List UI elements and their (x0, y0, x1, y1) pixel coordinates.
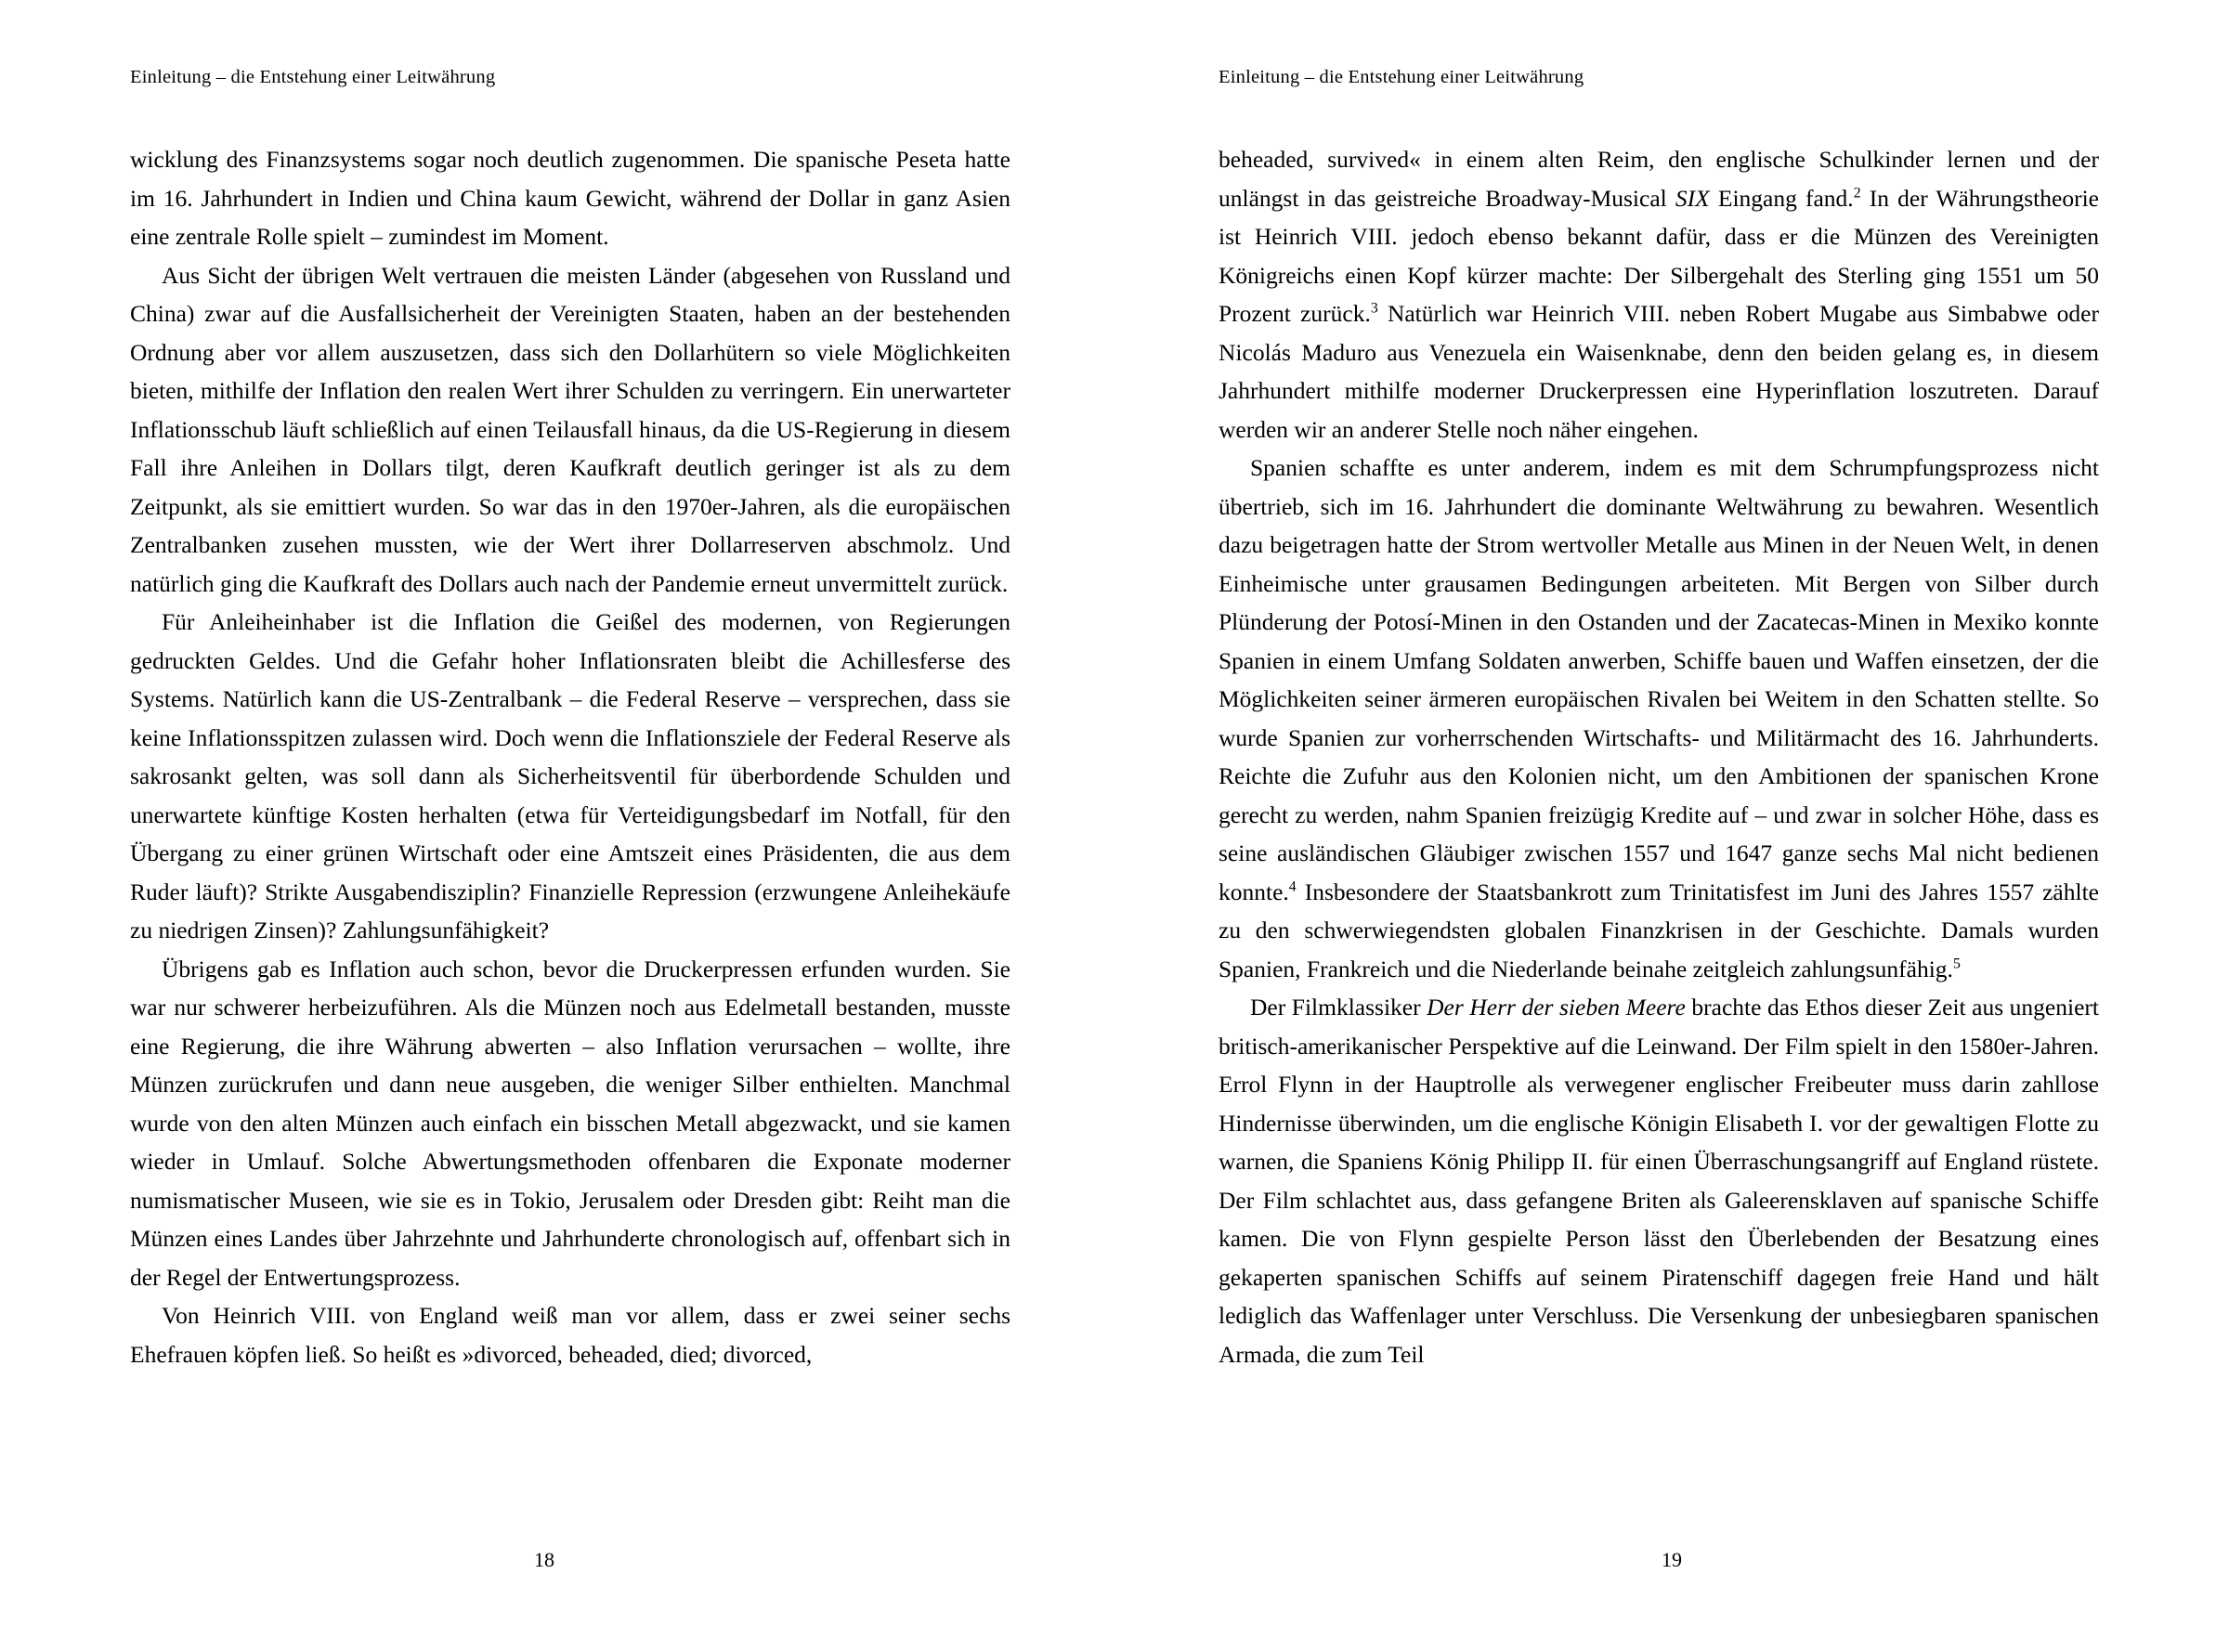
paragraph: beheaded, survived« in einem alten Reim, den englische Schulkinder lernen und der unlängst in das geistreiche Broadway-Musical SIX Eingang fand.$^2$ In der Währungstheorie ist Heinrich VIII. jedoch ebenso bekannt dafür, dass er die Münzen des Vereinigten Königreichs einen Kopf kürzer machte: Der Silbergehalt des Sterling ging 1551 um 50 Prozent zurück.$^3$ Natürlich war Heinrich VIII. neben Robert Mugabe aus Simbabwe oder Nicolás Maduro aus Venezuela ein Waisenknabe, denn den beiden gelang es, in diesem Jahrhundert mithilfe moderner Druckerpressen eine Hyperinflation loszutreten. Darauf werden wir an anderer Stelle noch näher eingehen. (1219, 146, 2099, 443)
page-number-left: 18 (534, 1548, 554, 1571)
running-head-left: Einleitung – die Entstehung einer Leitwährung (130, 67, 496, 87)
paragraph: Der Filmklassiker Der Herr der sieben Meere brachte das Ethos dieser Zeit aus ungeniert britisch-amerikanischer Perspektive auf die Leinwand. Der Film spielt in den 1580er-Jahren. Errol Flynn in der Hauptrolle als verwegener englischer Freibeuter muss darin zahllose Hindernisse überwinden, um die englische Königin Elisabeth I. vor der gewaltigen Flotte zu warnen, die Spaniens König Philipp II. für einen Überraschungsangriff auf England rüstete. Der Film schlachtet aus, dass gefangene Briten als Galeerensklaven auf spanische Schiffe kamen. Die von Flynn gespielte Person lässt den Überlebenden der Besatzung eines gekaperten spanischen Schiffs auf seinem Piratenschiff dagegen freie Hand und hält lediglich das Waffenlager unter Verschluss. Die Versenkung der unbesiegbaren spanischen Armada, die zum Teil (1219, 994, 2099, 1368)
body-text-right (1219, 140, 2099, 1373)
paragraph: Für Anleiheinhaber ist die Inflation die Geißel des modernen, von Regierungen gedruckten Geldes. Und die Gefahr hoher Inflationsraten bleibt die Achillesferse des Systems. Natürlich kann die US-Zentralbank – die Federal Reserve – versprechen, dass sie keine Inflationsspitzen zulassen wird. Doch wenn die Inflationsziele der Federal Reserve als sakrosankt gelten, was soll dann als Sicherheitsventil für überbordende Schulden und unerwartete künftige Kosten herhalten (etwa für Verteidigungsbedarf im Notfall, für den Übergang zu einer grünen Wirtschaft oder eine Amtszeit eines Präsidenten, die aus dem Ruder läuft)? Strikte Ausgabendisziplin? Finanzielle Repression (erzwungene Anleihekäufe zu niedrigen Zinsen)? Zahlungsunfähigkeit? (130, 608, 1010, 943)
paragraph: Von Heinrich VIII. von England weiß man vor allem, dass er zwei seiner sechs Ehefrauen köpfen ließ. So heißt es »divorced, beheaded, died; divorced, (130, 1302, 1010, 1368)
running-head-right: Einleitung – die Entstehung einer Leitwährung (1219, 67, 1584, 87)
body-text-left (130, 140, 1010, 1373)
paragraph: wicklung des Finanzsystems sogar noch deutlich zugenommen. Die spanische Peseta hatte im 16. Jahrhundert in Indien und China kaum Gewicht, während der Dollar in ganz Asien eine zentrale Rolle spielt – zumindest im Moment. (130, 146, 1010, 250)
paragraph: Übrigens gab es Inflation auch schon, bevor die Druckerpressen erfunden wurden. Sie war nur schwerer herbeizuführen. Als die Münzen noch aus Edelmetall bestanden, musste eine Regierung, die ihre Währung abwerten – also Inflation verursachen – wollte, ihre Münzen zurückrufen und dann neue ausgeben, die weniger Silber enthielten. Manchmal wurde von den alten Münzen auch einfach ein bisschen Metall abgezwackt, und sie kamen wieder in Umlauf. Solche Abwertungsmethoden offenbaren die Exponate moderner numismatischer Museen, wie sie es in Tokio, Jerusalem oder Dresden gibt: Reiht man die Münzen eines Landes über Jahrzehnte und Jahrhunderte chronologisch auf, offenbart sich in der Regel der Entwertungsprozess. (130, 955, 1010, 1291)
page-right (1114, 0, 2229, 1652)
page-number-right: 19 (1662, 1548, 1682, 1571)
page-left (0, 0, 1114, 1652)
paragraph: Spanien schaffte es unter anderem, indem es mit dem Schrumpfungsprozess nicht übertrieb, sich im 16. Jahrhundert die dominante Weltwährung zu bewahren. Wesentlich dazu beigetragen hatte der Strom wertvoller Metalle aus Minen in der Neuen Welt, in denen Einheimische unter grausamen Bedingungen arbeiteten. Mit Bergen von Silber durch Plünderung der Potosí-Minen in den Ostanden und der Zacatecas-Minen in Mexiko konnte Spanien in einem Umfang Soldaten anwerben, Schiffe bauen und Waffen einsetzen, der die Möglichkeiten seiner ärmeren europäischen Rivalen bei Weitem in den Schatten stellte. So wurde Spanien zur vorherrschenden Wirtschafts- und Militärmacht des 16. Jahrhunderts. Reichte die Zufuhr aus den Kolonien nicht, um den Ambitionen der spanischen Krone gerecht zu werden, nahm Spanien freizügig Kredite auf – und zwar in solcher Höhe, dass es seine ausländischen Gläubiger zwischen 1557 und 1647 ganze sechs Mal nicht bedienen konnte.$^4$ Insbesondere der Staatsbankrott zum Trinitatisfest im Juni des Jahres 1557 zählte zu den schwerwiegendsten globalen Finanzkrisen in der Geschichte. Damals wurden Spanien, Frankreich und die Niederlande beinahe zeitgleich zahlungsunfähig.$^5$ (1219, 454, 2099, 982)
paragraph: Aus Sicht der übrigen Welt vertrauen die meisten Länder (abgesehen von Russland und China) zwar auf die Ausfallsicherheit der Vereinigten Staaten, haben an der bestehenden Ordnung aber vor allem auszusetzen, dass sich den Dollarhütern so viele Möglichkeiten bieten, mithilfe der Inflation den realen Wert ihrer Schulden zu verringern. Ein unerwarteter Inflationsschub läuft schließlich auf einen Teilausfall hinaus, da die US-Regierung in diesem Fall ihre Anleihen in Dollars tilgt, deren Kaufkraft deutlich geringer ist als zu dem Zeitpunkt, als sie emittiert wurden. So war das in den 1970er-Jahren, als die europäischen Zentralbanken zusehen mussten, wie der Wert ihrer Dollarreserven abschmolz. Und natürlich ging die Kaufkraft des Dollars auch nach der Pandemie erneut unvermittelt zurück. (130, 261, 1010, 597)
